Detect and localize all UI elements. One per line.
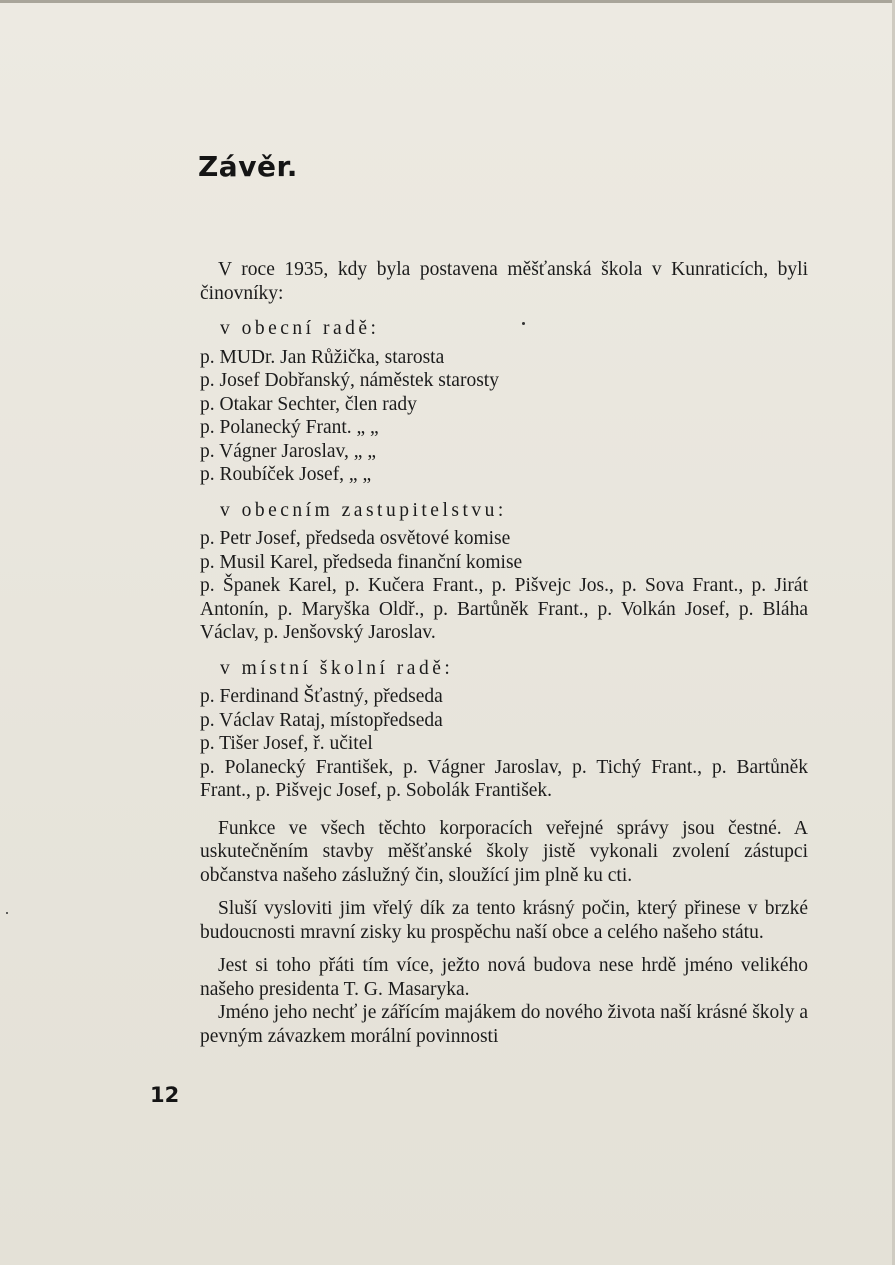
list-item: p. MUDr. Jan Růžička, starosta (200, 346, 445, 368)
list-item: p. Petr Josef, předseda osvětové komise (200, 528, 511, 549)
closing-paragraph: Sluší vysloviti jim vřelý dík za tento krásný počin, který přinese v brzké budoucnosti mravní zisky ku prospěchu naší obce a celého našeho státu. (200, 898, 808, 943)
list-item: p. Musil Karel, předseda finanční komise (200, 551, 523, 573)
print-speck (522, 322, 525, 325)
assembly-heading: v obecním zastupitelstvu: (220, 499, 507, 521)
list-item: p. Josef Dobřanský, náměstek starosty (200, 370, 499, 391)
closing-paragraph: Jest si toho přáti tím více, ježto nová budova nese hrdě jméno velikého našeho presidenta T. G. Masaryka. (200, 955, 808, 1000)
school-board-other-members: p. Polanecký František, p. Vágner Jaroslav, p. Tichý Frant., p. Bartůněk Frant., p. Pišvejc Josef, p. Sobolák František. (200, 756, 808, 801)
list-item: p. Polanecký Frant. „ „ (200, 417, 379, 438)
council-heading: v obecní radě: (220, 318, 380, 339)
list-item: p. Tišer Josef, ř. učitel (200, 733, 373, 754)
assembly-other-members: p. Španek Karel, p. Kučera Frant., p. Pišvejc Jos., p. Sova Frant., p. Jirát Antonín, p. Maryška Oldř., p. Bartůněk Frant., p. Volkán Josef, p. Bláha Václav, p. Jenšovský Jaroslav. (200, 575, 808, 643)
page-top-edge (0, 0, 895, 3)
school-board-heading: v místní školní radě: (220, 657, 454, 679)
body-text (200, 258, 808, 1048)
closing-paragraph: Funkce ve všech těchto korporacích veřejné správy jsou čestné. A uskutečněním stavby měšťanské školy jistě vykonali zvolení zástupci občanstva našeho záslužný čin, sloužící jim plně ku cti. (200, 817, 808, 886)
page-number: 12 (150, 1083, 180, 1107)
print-speck (6, 912, 8, 914)
list-item: p. Roubíček Josef, „ „ (200, 464, 372, 485)
closing-paragraph: Jméno jeho nechť je zářícím majákem do nového života naší krásné školy a pevným závazkem morální povinnosti (200, 1002, 808, 1047)
intro-paragraph: V roce 1935, kdy byla postavena měšťanská škola v Kunraticích, byli činovníky: (200, 259, 808, 304)
list-item: p. Václav Rataj, místopředseda (200, 709, 443, 731)
list-item: p. Vágner Jaroslav, „ „ (200, 440, 376, 462)
chapter-title: Závěr. (198, 150, 298, 183)
list-item: p. Ferdinand Šťastný, předseda (200, 686, 443, 707)
list-item: p. Otakar Sechter, člen rady (200, 393, 417, 415)
